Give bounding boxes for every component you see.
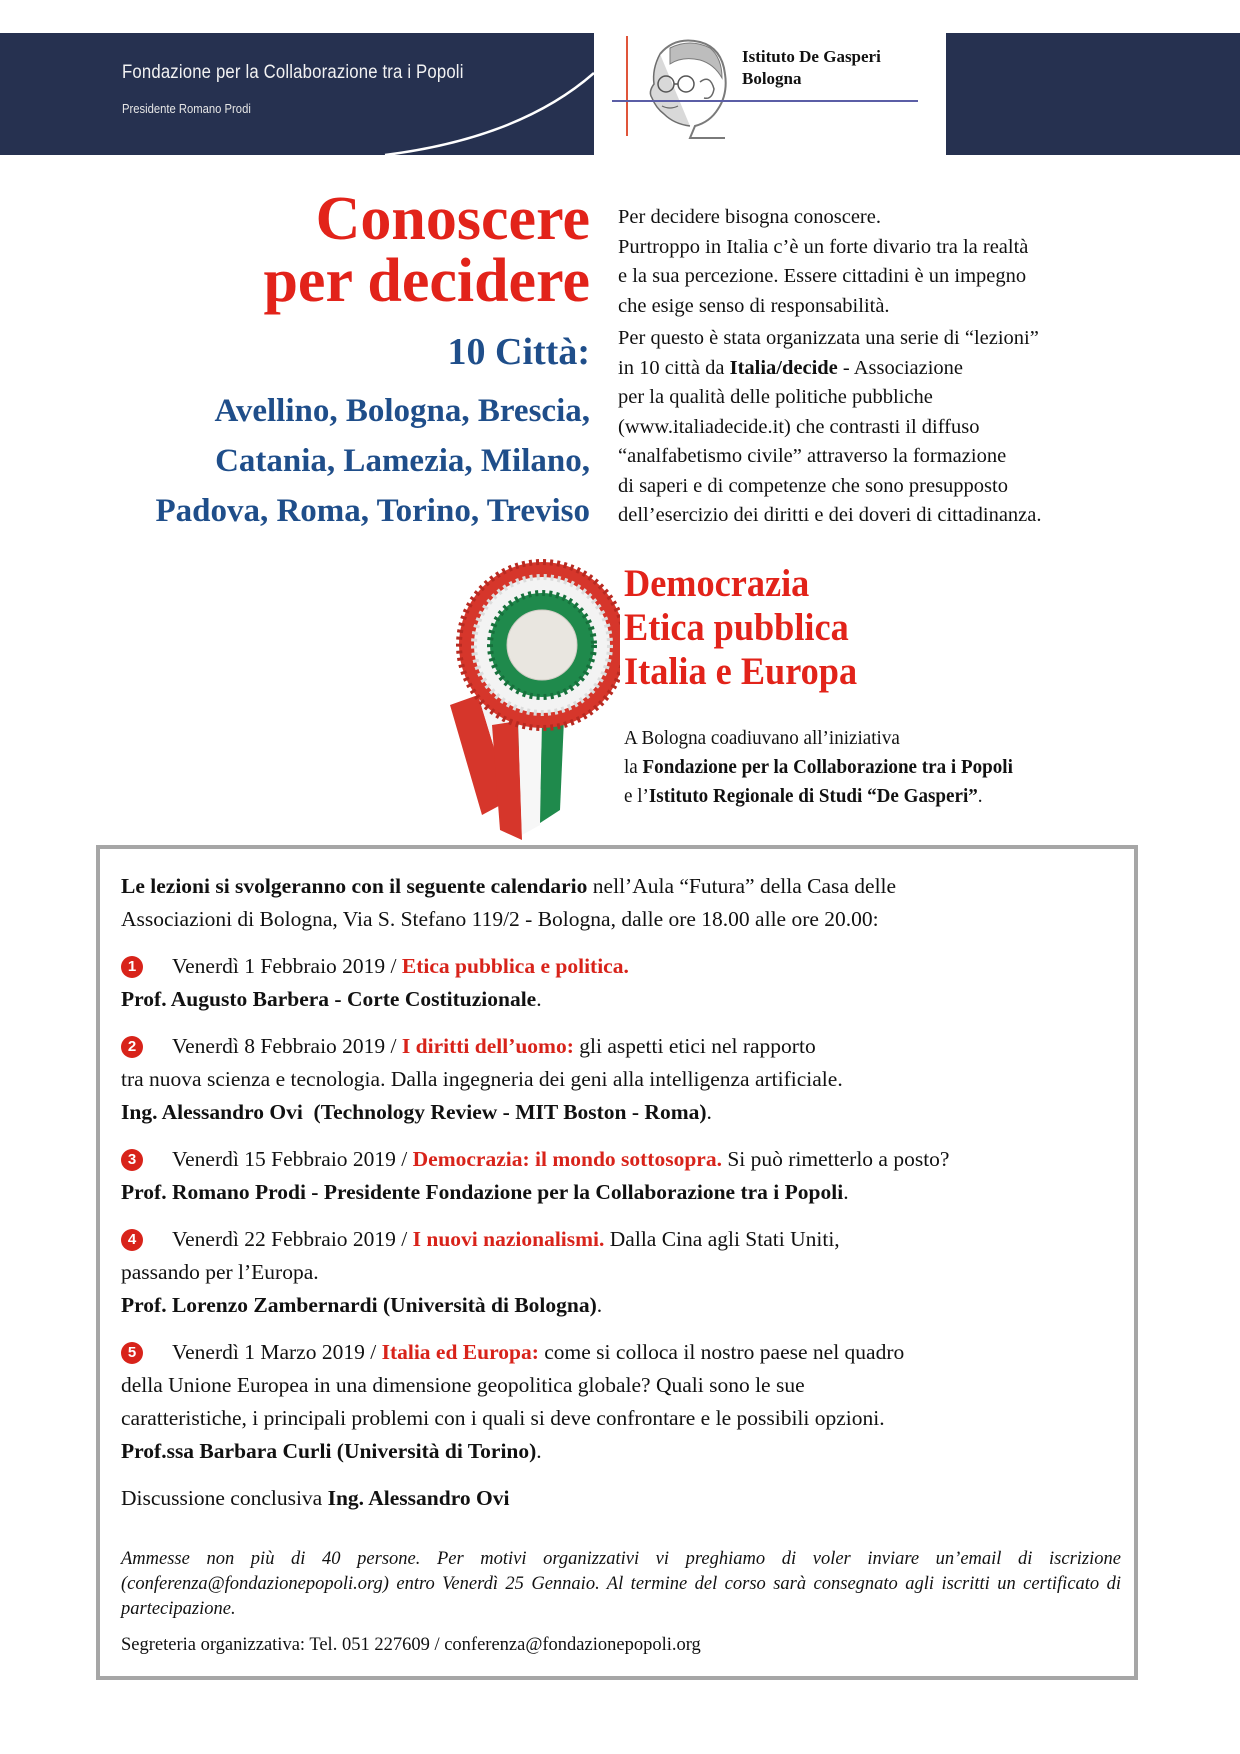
- lesson-item: 5 Venerdì 1 Marzo 2019 / Italia ed Europa: come si colloca il nostro paese nel quadro della Unione Europea in una dimensione geopolitica globale? Quali sono le sue caratteristiche, i principali problemi con i quali si deve confrontare e le possibili opzioni. Prof.ssa Barbara Curli (Università di Torino).: [121, 1340, 905, 1463]
- foundation-president: Presidente Romano Prodi: [122, 102, 251, 116]
- banner-swoosh-icon: [0, 33, 594, 155]
- lesson-number-badge: 3: [121, 1149, 143, 1171]
- foundation-banner: [0, 33, 594, 155]
- lesson-topic: I nuovi nazionalismi.: [412, 1227, 605, 1251]
- theme-item: Italia e Europa: [624, 650, 858, 693]
- italiadecide-name: Italia/decide: [729, 356, 838, 379]
- lesson-speaker: Prof.ssa Barbara Curli (Università di Torino): [121, 1439, 537, 1463]
- contact-info: Segreteria organizzativa: Tel. 051 227609 / conferenza@fondazionepopoli.org: [121, 1635, 701, 1655]
- lesson-number-badge: 2: [121, 1036, 143, 1058]
- lesson-item: 1 Venerdì 1 Febbraio 2019 / Etica pubblica e politica. Prof. Augusto Barbera - Corte Costituzionale.: [121, 954, 629, 1011]
- lesson-item: 3 Venerdì 15 Febbraio 2019 / Democrazia: il mondo sottosopra. Si può rimetterlo a posto? Prof. Romano Prodi - Presidente Fondazione per la Collaborazione tra i Popoli.: [121, 1147, 950, 1204]
- header-right-panel: [946, 33, 1240, 155]
- cities-heading: 10 Città:: [447, 331, 590, 373]
- schedule-intro: Le lezioni si svolgeranno con il seguente calendario nell’Aula “Futura” della Casa delle Associazioni di Bologna, Via S. Stefano 119/2 - Bologna, dalle ore 18.00 alle ore 20.00:: [121, 874, 897, 931]
- lesson-item: 4 Venerdì 22 Febbraio 2019 / I nuovi nazionalismi. Dalla Cina agli Stati Uniti, passando per l’Europa. Prof. Lorenzo Zambernardi (Università di Bologna).: [121, 1227, 840, 1317]
- tricolor-rosette-icon: [430, 555, 620, 840]
- page-title-line2: per decidere: [263, 247, 590, 315]
- institute-logo-vertical-line: [626, 36, 628, 136]
- lesson-number-badge: 5: [121, 1342, 143, 1364]
- lesson-speaker: Prof. Romano Prodi - Presidente Fondazione per la Collaborazione tra i Popoli: [121, 1180, 844, 1204]
- cities-line: Padova, Roma, Torino, Treviso: [155, 493, 590, 529]
- registration-note: Ammesse non più di 40 persone. Per motivi organizzativi vi preghiamo di voler inviare un’email di iscrizione (conferenza@fondazionepopoli.org) entro Venerdì 25 Gennaio. Al termine del corso sarà consegnato agli iscritti un certificato di partecipazione.: [121, 1549, 1121, 1619]
- cities-line: Catania, Lamezia, Milano,: [215, 443, 590, 479]
- institute-logo-horizontal-line: [612, 100, 918, 102]
- cities-list: [155, 386, 590, 536]
- lesson-topic: I diritti dell’uomo:: [401, 1034, 574, 1058]
- lesson-number-badge: 1: [121, 956, 143, 978]
- supporters-text: A Bologna coadiuvano all’iniziativa la Fondazione per la Collaborazione tra i Popoli e l’Istituto Regionale di Studi “De Gasperi”.: [624, 727, 1013, 807]
- lesson-number-badge: 4: [121, 1229, 143, 1251]
- foundation-name: Fondazione per la Collaborazione tra i Popoli: [122, 62, 464, 83]
- lesson-topic: Etica pubblica e politica.: [401, 954, 629, 978]
- closing-discussion: Discussione conclusiva Ing. Alessandro Ovi: [121, 1486, 510, 1510]
- lesson-speaker: Prof. Lorenzo Zambernardi (Università di Bologna): [121, 1293, 597, 1317]
- lesson-speaker: Ing. Alessandro Ovi (Technology Review - MIT Boston - Roma): [121, 1100, 707, 1124]
- themes-heading: [624, 562, 857, 694]
- institute-name: Istituto De Gasperi Bologna: [742, 47, 881, 88]
- intro-text: Per decidere bisogna conoscere. Purtroppo in Italia c’è un forte divario tra la realtà e la sua percezione. Essere cittadini è un impegno che esige senso di responsabilità. Per questo è stata organizzata una serie di “lezioni” in 10 città da Italia/decide - Associazione per la qualità delle politiche pubbliche (www.italiadecide.it) che contrasti il diffuso “analfabetismo civile” attraverso la formazione di saperi e di competenze che sono presupposto dell’esercizio dei diritti e dei doveri di cittadinanza.: [618, 206, 1042, 526]
- lesson-item: 2 Venerdì 8 Febbraio 2019 / I diritti dell’uomo: gli aspetti etici nel rapporto tra nuova scienza e tecnologia. Dalla ingegneria dei geni alla intelligenza artificiale. Ing. Alessandro Ovi (Technology Review - MIT Boston - Roma).: [121, 1034, 843, 1124]
- theme-item: Democrazia: [624, 562, 810, 605]
- page-title-line1: Conoscere: [315, 185, 590, 253]
- schedule-content: [121, 870, 1121, 1515]
- lesson-topic: Italia ed Europa:: [381, 1340, 539, 1364]
- theme-item: Etica pubblica: [624, 606, 849, 649]
- de-gasperi-portrait-icon: [630, 34, 740, 139]
- lesson-topic: Democrazia: il mondo sottosopra.: [412, 1147, 722, 1171]
- lesson-speaker: Prof. Augusto Barbera - Corte Costituzionale: [121, 987, 537, 1011]
- cities-line: Avellino, Bologna, Brescia,: [214, 393, 590, 429]
